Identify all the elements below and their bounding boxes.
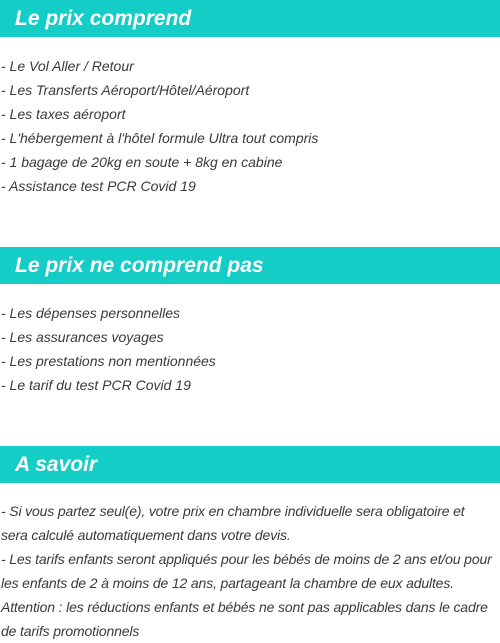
text-line: sera calculé automatiquement dans votre devis. [1, 527, 291, 543]
text-line: - Les tarifs enfants seront appliqués pour les bébés de moins de 2 ans et/ou pour [1, 551, 492, 567]
list-item: - Les dépenses personnelles [1, 305, 181, 321]
section-title-good-to-know: A savoir [0, 446, 500, 483]
text-line: les enfants de 2 à moins de 12 ans, partageant la chambre de eux adultes. [1, 575, 454, 591]
list-item: - 1 bagage de 20kg en soute + 8kg en cabine [1, 154, 283, 170]
list-item: - Les assurances voyages [1, 329, 164, 345]
list-item: - Les prestations non mentionnées [1, 353, 216, 369]
price-excludes-list [0, 301, 500, 397]
section-title-price-includes: Le prix comprend [0, 0, 500, 37]
text-line: - Si vous partez seul(e), votre prix en chambre individuelle sera obligatoire et [1, 503, 465, 519]
section-good-to-know [0, 446, 500, 639]
list-item: - Assistance test PCR Covid 19 [1, 178, 196, 194]
list-item: - Le Vol Aller / Retour [1, 58, 134, 74]
section-price-includes [0, 0, 500, 198]
list-item: - Les Transferts Aéroport/Hôtel/Aéroport [1, 82, 250, 98]
text-line: Attention : les réductions enfants et bébés ne sont pas applicables dans le cadre [1, 599, 488, 615]
section-title-price-excludes: Le prix ne comprend pas [0, 247, 500, 284]
text-line: de tarifs promotionnels [1, 623, 140, 639]
list-item: - Les taxes aéroport [1, 106, 126, 122]
price-includes-list [0, 54, 500, 198]
section-price-excludes [0, 247, 500, 397]
list-item: - Le tarif du test PCR Covid 19 [1, 377, 191, 393]
good-to-know-text [0, 499, 500, 643]
list-item: - L'hébergement à l'hôtel formule Ultra tout compris [1, 130, 319, 146]
